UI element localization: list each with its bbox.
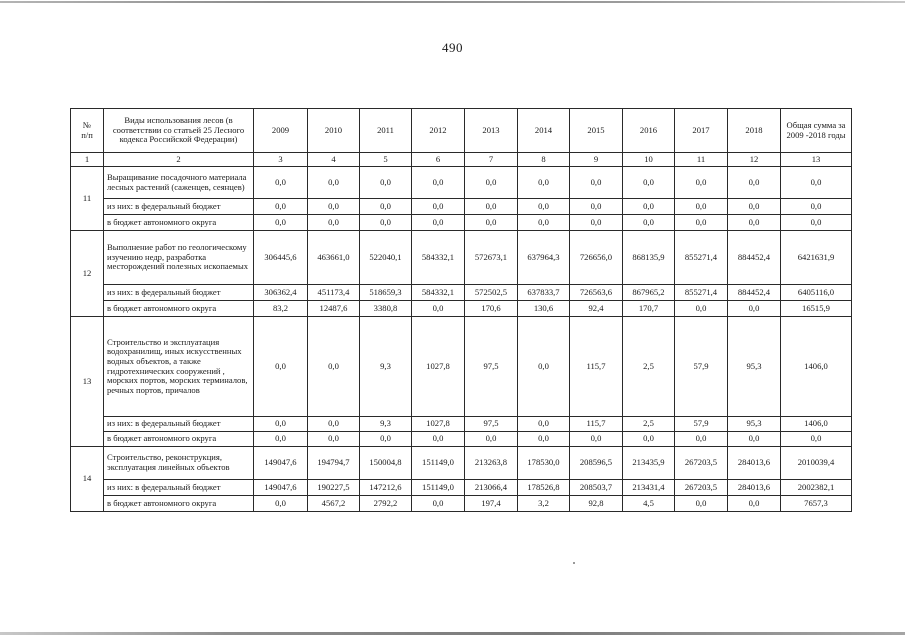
revenue-table <box>70 108 852 512</box>
year-value-cell: 197,4 <box>465 496 518 512</box>
year-value-cell: 0,0 <box>728 215 781 231</box>
year-value-cell: 9,3 <box>360 417 412 432</box>
year-value-cell: 0,0 <box>254 496 308 512</box>
total-value-cell: 6405116,0 <box>781 285 852 301</box>
year-value-cell: 0,0 <box>412 215 465 231</box>
year-value-cell: 1027,8 <box>412 317 465 417</box>
year-value-cell: 170,6 <box>465 301 518 317</box>
usage-row <box>71 317 852 417</box>
usage-row <box>71 167 852 199</box>
budget-label: из них: в федеральный бюджет <box>104 417 254 432</box>
federal-budget-row <box>71 417 852 432</box>
header-year: 2017 <box>675 109 728 153</box>
year-value-cell: 0,0 <box>360 199 412 215</box>
year-value-cell: 284013,6 <box>728 447 781 480</box>
year-value-cell: 0,0 <box>570 432 623 447</box>
year-value-cell: 83,2 <box>254 301 308 317</box>
year-value-cell: 0,0 <box>465 167 518 199</box>
year-value-cell: 95,3 <box>728 417 781 432</box>
year-value-cell: 0,0 <box>570 199 623 215</box>
header-total: Общая сумма за 2009 -2018 годы <box>781 109 852 153</box>
okrug-budget-row <box>71 215 852 231</box>
year-value-cell: 0,0 <box>518 199 570 215</box>
budget-label: из них: в федеральный бюджет <box>104 285 254 301</box>
year-value-cell: 572673,1 <box>465 231 518 285</box>
year-value-cell: 151149,0 <box>412 480 465 496</box>
column-index: 7 <box>465 153 518 167</box>
year-value-cell: 213263,8 <box>465 447 518 480</box>
year-value-cell: 522040,1 <box>360 231 412 285</box>
year-value-cell: 149047,6 <box>254 480 308 496</box>
row-number: 14 <box>71 447 104 512</box>
year-value-cell: 2792,2 <box>360 496 412 512</box>
header-year: 2010 <box>308 109 360 153</box>
usage-type-label: Выполнение работ по геологическому изучению недр, разработка месторождений полезных ископаемых <box>104 231 254 285</box>
year-value-cell: 306445,6 <box>254 231 308 285</box>
year-value-cell: 0,0 <box>675 301 728 317</box>
column-index: 4 <box>308 153 360 167</box>
year-value-cell: 0,0 <box>308 317 360 417</box>
year-value-cell: 0,0 <box>254 417 308 432</box>
column-index: 9 <box>570 153 623 167</box>
usage-type-label: Строительство и эксплуатация водохранилищ, иных искусственных водных объектов, а также гидротехнических сооружений , морских портов, морских терминалов, речных портов, причалов <box>104 317 254 417</box>
year-value-cell: 0,0 <box>570 167 623 199</box>
year-value-cell: 9,3 <box>360 317 412 417</box>
year-value-cell: 130,6 <box>518 301 570 317</box>
year-value-cell: 284013,6 <box>728 480 781 496</box>
year-value-cell: 0,0 <box>675 496 728 512</box>
header-row <box>71 109 852 153</box>
year-value-cell: 4567,2 <box>308 496 360 512</box>
year-value-cell: 0,0 <box>308 199 360 215</box>
year-value-cell: 0,0 <box>518 417 570 432</box>
column-index: 6 <box>412 153 465 167</box>
year-value-cell: 584332,1 <box>412 285 465 301</box>
total-value-cell: 0,0 <box>781 432 852 447</box>
header-year: 2015 <box>570 109 623 153</box>
year-value-cell: 170,7 <box>623 301 675 317</box>
header-year: 2012 <box>412 109 465 153</box>
year-value-cell: 0,0 <box>412 301 465 317</box>
header-num: № п/п <box>71 109 104 153</box>
budget-label: в бюджет автономного округа <box>104 432 254 447</box>
year-value-cell: 0,0 <box>570 215 623 231</box>
scan-speck <box>573 562 575 564</box>
total-value-cell: 0,0 <box>781 199 852 215</box>
year-value-cell: 3380,8 <box>360 301 412 317</box>
year-value-cell: 178530,0 <box>518 447 570 480</box>
year-value-cell: 267203,5 <box>675 447 728 480</box>
year-value-cell: 0,0 <box>728 301 781 317</box>
budget-label: в бюджет автономного округа <box>104 215 254 231</box>
header-year: 2009 <box>254 109 308 153</box>
year-value-cell: 0,0 <box>675 432 728 447</box>
okrug-budget-row <box>71 496 852 512</box>
year-value-cell: 0,0 <box>623 167 675 199</box>
year-value-cell: 572502,5 <box>465 285 518 301</box>
year-value-cell: 726563,6 <box>570 285 623 301</box>
year-value-cell: 451173,4 <box>308 285 360 301</box>
row-number: 11 <box>71 167 104 231</box>
year-value-cell: 0,0 <box>518 432 570 447</box>
year-value-cell: 57,9 <box>675 317 728 417</box>
usage-type-label: Строительство, реконструкция, эксплуатация линейных объектов <box>104 447 254 480</box>
total-value-cell: 1406,0 <box>781 317 852 417</box>
total-value-cell: 2002382,1 <box>781 480 852 496</box>
year-value-cell: 0,0 <box>308 432 360 447</box>
column-index: 5 <box>360 153 412 167</box>
year-value-cell: 149047,6 <box>254 447 308 480</box>
header-year: 2013 <box>465 109 518 153</box>
year-value-cell: 115,7 <box>570 417 623 432</box>
year-value-cell: 0,0 <box>412 432 465 447</box>
year-value-cell: 0,0 <box>412 199 465 215</box>
year-value-cell: 855271,4 <box>675 231 728 285</box>
year-value-cell: 147212,6 <box>360 480 412 496</box>
column-index: 13 <box>781 153 852 167</box>
year-value-cell: 0,0 <box>360 167 412 199</box>
year-value-cell: 0,0 <box>728 167 781 199</box>
budget-label: в бюджет автономного округа <box>104 301 254 317</box>
year-value-cell: 0,0 <box>623 432 675 447</box>
header-usage-type: Виды использования лесов (в соответствии со статьей 25 Лесного кодекса Российской Федерации) <box>104 109 254 153</box>
year-value-cell: 306362,4 <box>254 285 308 301</box>
year-value-cell: 12487,6 <box>308 301 360 317</box>
scan-edge-top <box>0 1 905 3</box>
year-value-cell: 0,0 <box>465 215 518 231</box>
year-value-cell: 92,4 <box>570 301 623 317</box>
year-value-cell: 115,7 <box>570 317 623 417</box>
federal-budget-row <box>71 285 852 301</box>
year-value-cell: 0,0 <box>254 432 308 447</box>
year-value-cell: 0,0 <box>360 432 412 447</box>
year-value-cell: 0,0 <box>675 199 728 215</box>
year-value-cell: 0,0 <box>675 167 728 199</box>
year-value-cell: 213435,9 <box>623 447 675 480</box>
usage-row <box>71 231 852 285</box>
budget-label: из них: в федеральный бюджет <box>104 480 254 496</box>
year-value-cell: 726656,0 <box>570 231 623 285</box>
year-value-cell: 2,5 <box>623 317 675 417</box>
year-value-cell: 3,2 <box>518 496 570 512</box>
year-value-cell: 208596,5 <box>570 447 623 480</box>
year-value-cell: 584332,1 <box>412 231 465 285</box>
page-number: 490 <box>442 40 463 55</box>
year-value-cell: 0,0 <box>360 215 412 231</box>
year-value-cell: 194794,7 <box>308 447 360 480</box>
header-year: 2016 <box>623 109 675 153</box>
year-value-cell: 0,0 <box>308 417 360 432</box>
column-index: 3 <box>254 153 308 167</box>
row-number: 13 <box>71 317 104 447</box>
year-value-cell: 4,5 <box>623 496 675 512</box>
year-value-cell: 2,5 <box>623 417 675 432</box>
year-value-cell: 0,0 <box>675 215 728 231</box>
year-value-cell: 178526,8 <box>518 480 570 496</box>
year-value-cell: 868135,9 <box>623 231 675 285</box>
federal-budget-row <box>71 480 852 496</box>
year-value-cell: 213066,4 <box>465 480 518 496</box>
year-value-cell: 637964,3 <box>518 231 570 285</box>
year-value-cell: 855271,4 <box>675 285 728 301</box>
usage-type-label: Выращивание посадочного материала лесных растений (саженцев, сеянцев) <box>104 167 254 199</box>
year-value-cell: 97,5 <box>465 317 518 417</box>
year-value-cell: 0,0 <box>518 215 570 231</box>
year-value-cell: 190227,5 <box>308 480 360 496</box>
year-value-cell: 463661,0 <box>308 231 360 285</box>
year-value-cell: 57,9 <box>675 417 728 432</box>
total-value-cell: 16515,9 <box>781 301 852 317</box>
budget-label: из них: в федеральный бюджет <box>104 199 254 215</box>
year-value-cell: 0,0 <box>518 167 570 199</box>
header-year: 2014 <box>518 109 570 153</box>
header-year: 2011 <box>360 109 412 153</box>
year-value-cell: 95,3 <box>728 317 781 417</box>
year-value-cell: 0,0 <box>518 317 570 417</box>
year-value-cell: 267203,5 <box>675 480 728 496</box>
year-value-cell: 0,0 <box>465 199 518 215</box>
year-value-cell: 884452,4 <box>728 285 781 301</box>
year-value-cell: 884452,4 <box>728 231 781 285</box>
year-value-cell: 0,0 <box>254 199 308 215</box>
column-index: 8 <box>518 153 570 167</box>
year-value-cell: 208503,7 <box>570 480 623 496</box>
budget-label: в бюджет автономного округа <box>104 496 254 512</box>
year-value-cell: 150004,8 <box>360 447 412 480</box>
year-value-cell: 637833,7 <box>518 285 570 301</box>
total-value-cell: 6421631,9 <box>781 231 852 285</box>
year-value-cell: 97,5 <box>465 417 518 432</box>
year-value-cell: 867965,2 <box>623 285 675 301</box>
total-value-cell: 1406,0 <box>781 417 852 432</box>
usage-row <box>71 447 852 480</box>
column-index: 10 <box>623 153 675 167</box>
year-value-cell: 0,0 <box>308 215 360 231</box>
year-value-cell: 213431,4 <box>623 480 675 496</box>
total-value-cell: 0,0 <box>781 215 852 231</box>
year-value-cell: 0,0 <box>728 199 781 215</box>
year-value-cell: 0,0 <box>412 496 465 512</box>
year-value-cell: 0,0 <box>254 317 308 417</box>
header-year: 2018 <box>728 109 781 153</box>
okrug-budget-row <box>71 432 852 447</box>
year-value-cell: 0,0 <box>465 432 518 447</box>
year-value-cell: 0,0 <box>623 215 675 231</box>
total-value-cell: 0,0 <box>781 167 852 199</box>
year-value-cell: 0,0 <box>728 496 781 512</box>
total-value-cell: 7657,3 <box>781 496 852 512</box>
scan-edge-bottom <box>0 632 905 635</box>
year-value-cell: 0,0 <box>412 167 465 199</box>
year-value-cell: 0,0 <box>728 432 781 447</box>
okrug-budget-row <box>71 301 852 317</box>
total-value-cell: 2010039,4 <box>781 447 852 480</box>
row-number: 12 <box>71 231 104 317</box>
year-value-cell: 0,0 <box>254 167 308 199</box>
year-value-cell: 151149,0 <box>412 447 465 480</box>
year-value-cell: 1027,8 <box>412 417 465 432</box>
year-value-cell: 0,0 <box>623 199 675 215</box>
column-index: 1 <box>71 153 104 167</box>
federal-budget-row <box>71 199 852 215</box>
column-index: 11 <box>675 153 728 167</box>
year-value-cell: 0,0 <box>308 167 360 199</box>
year-value-cell: 92,8 <box>570 496 623 512</box>
column-index-row <box>71 153 852 167</box>
year-value-cell: 0,0 <box>254 215 308 231</box>
column-index: 12 <box>728 153 781 167</box>
year-value-cell: 518659,3 <box>360 285 412 301</box>
column-index: 2 <box>104 153 254 167</box>
